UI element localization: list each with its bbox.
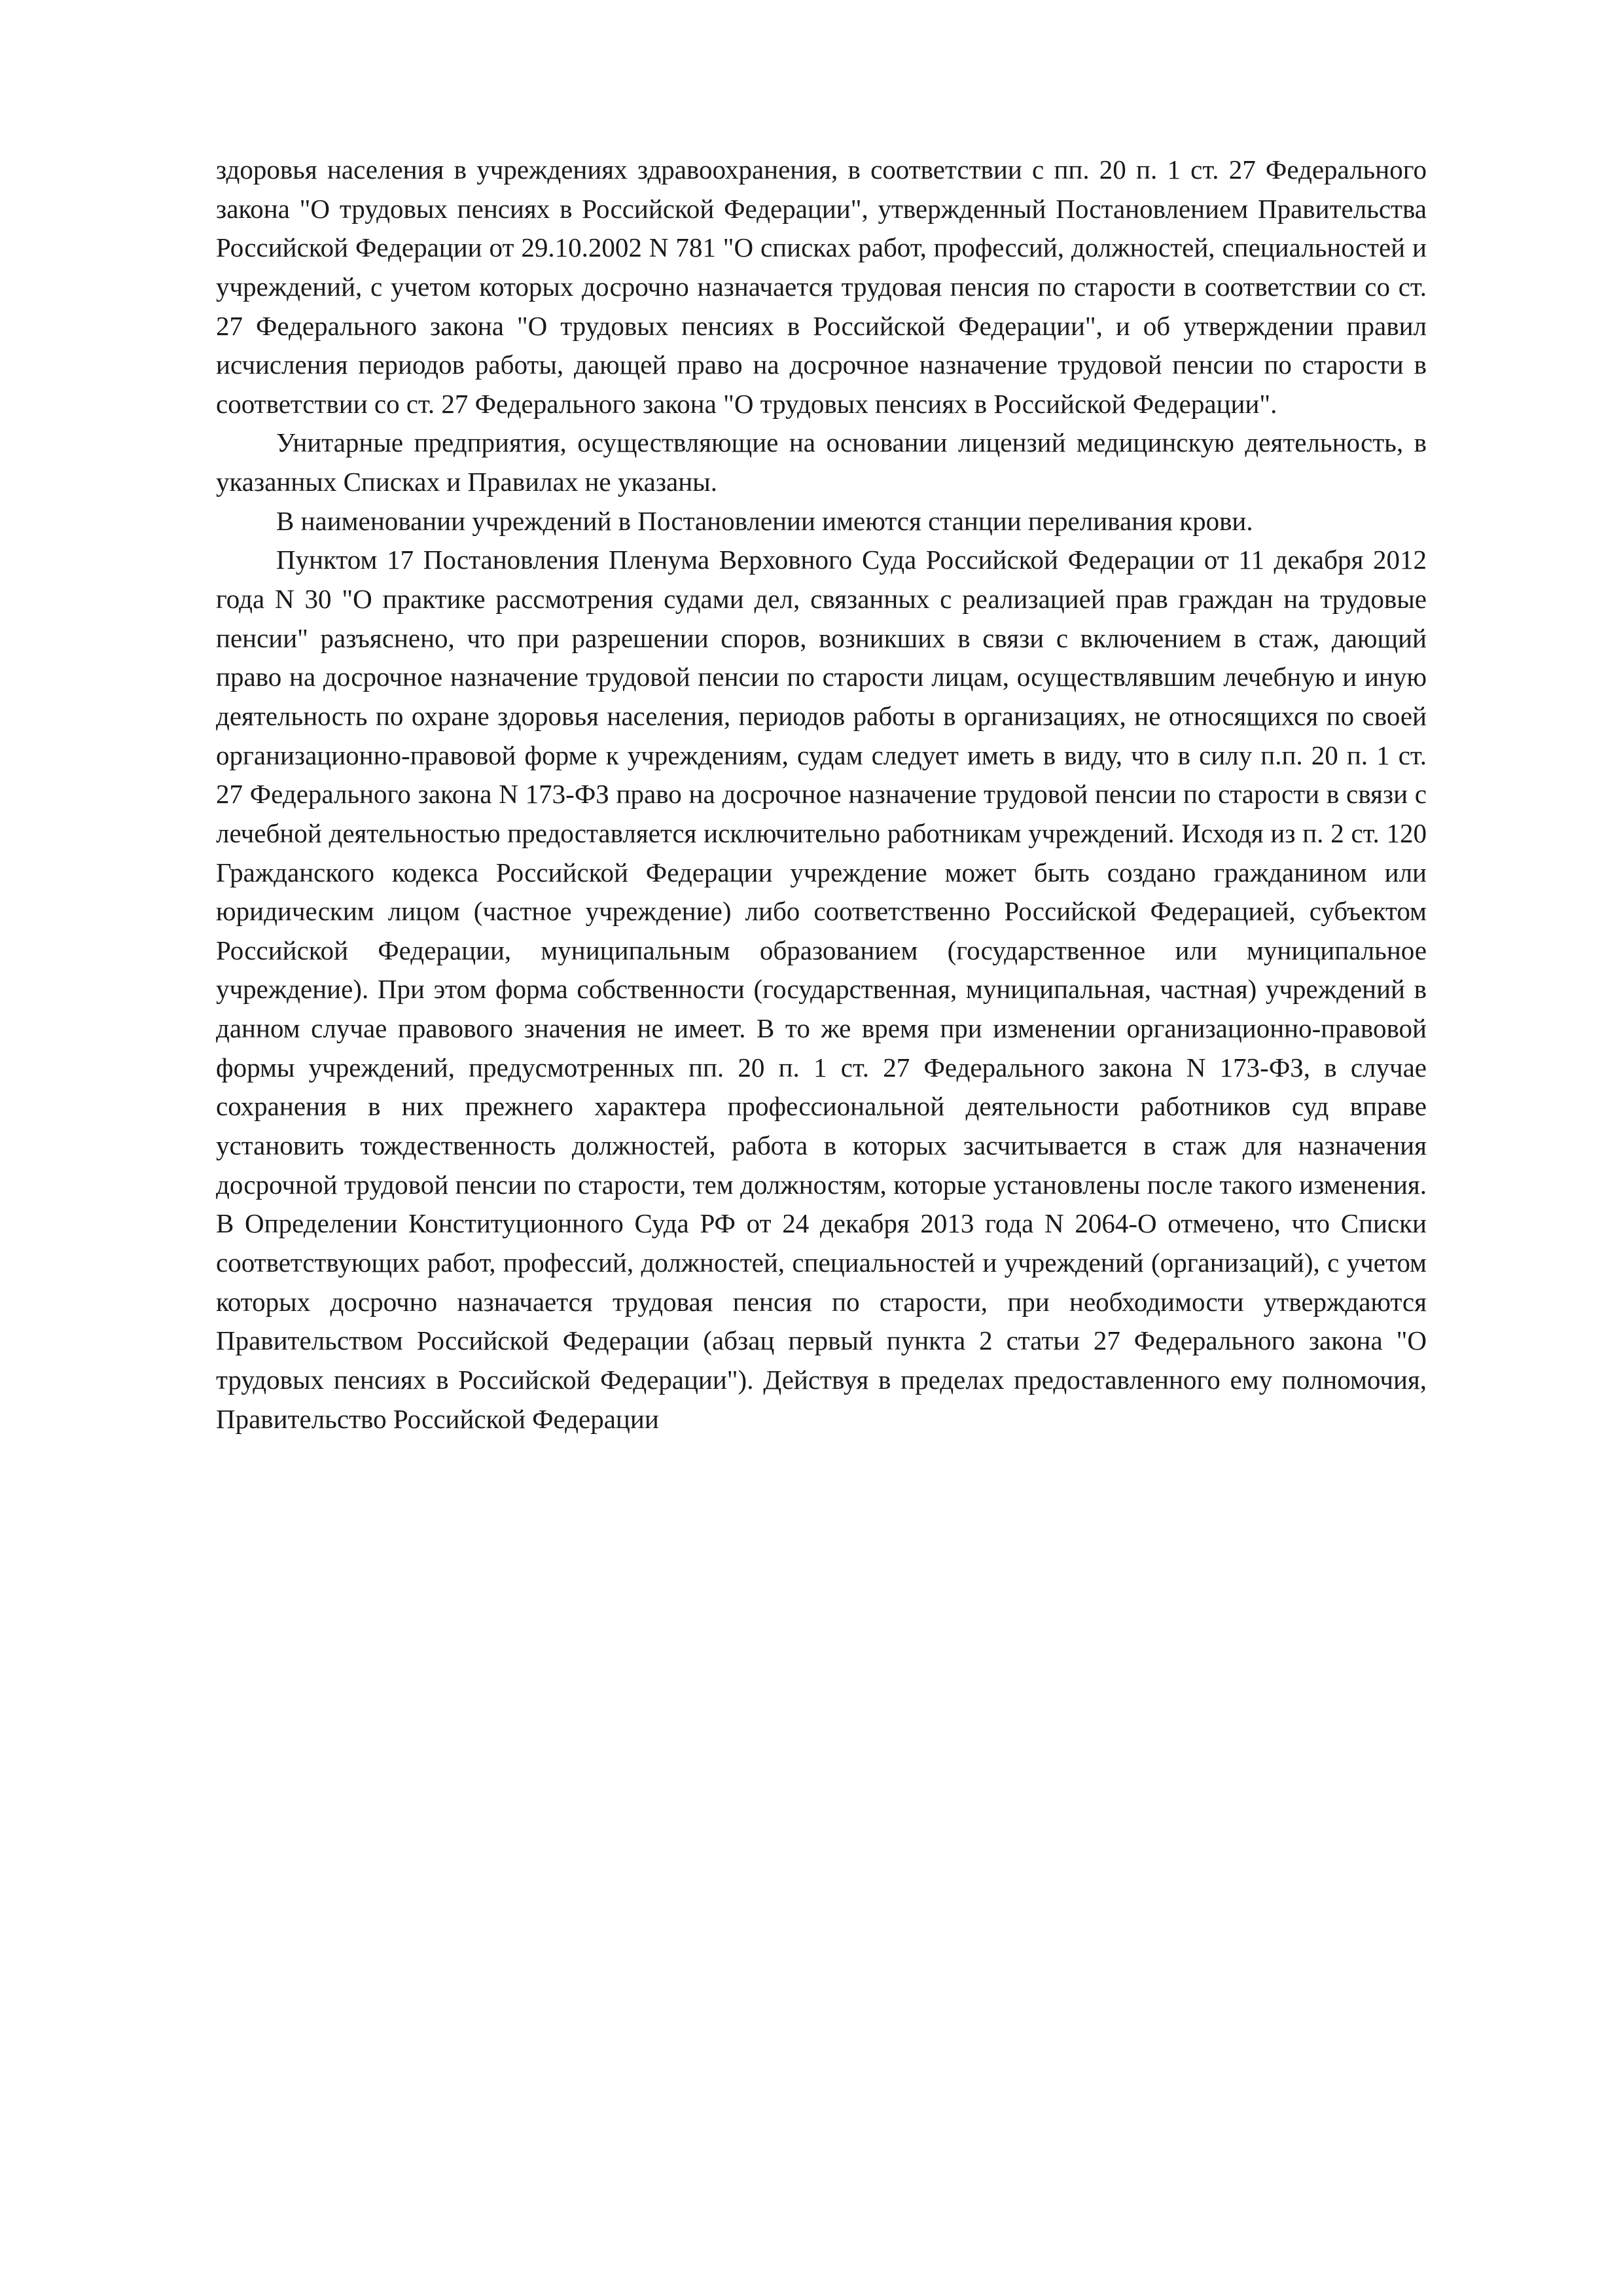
paragraph-supreme-court-plenum: Пунктом 17 Постановления Пленума Верховного Суда Российской Федерации от 11 декабря 2012 года N 30 "О практике рассмотрения судами дел, связанных с реализацией прав граждан на трудовые пенсии" разъяснено, что при разрешении споров, возникших в связи с включением в стаж, дающий право на досрочное назначение трудовой пенсии по старости лицам, осуществлявшим лечебную и иную деятельность по охране здоровья населения, периодов работы в организациях, не относящихся по своей организационно-правовой форме к учреждениям, судам следует иметь в виду, что в силу п.п. 20 п. 1 ст. 27 Федерального закона N 173-ФЗ право на досрочное назначение трудовой пенсии по старости в связи с лечебной деятельностью предоставляется исключительно работникам учреждений. Исходя из п. 2 ст. 120 Гражданского кодекса Российской Федерации учреждение может быть создано гражданином или юридическим лицом (частное учреждение) либо соответственно Российской Федерацией, субъектом Российской Федерации, муниципальным образованием (государственное или муниципальное учреждение). При этом форма собственности (государственная, муниципальная, частная) учреждений в данном случае правового значения не имеет. В то же время при изменении организационно-правовой формы учреждений, предусмотренных пп. 20 п. 1 ст. 27 Федерального закона N 173-ФЗ, в случае сохранения в них прежнего характера профессиональной деятельности работников суд вправе установить тождественность должностей, работа в которых засчитывается в стаж для назначения досрочной трудовой пенсии по старости, тем должностям, которые установлены после такого изменения. В Определении Конституционного Суда РФ от 24 декабря 2013 года N 2064-О отмечено, что Списки соответствующих работ, профессий, должностей, специальностей и учреждений (организаций), с учетом которых досрочно назначается трудовая пенсия по старости, при необходимости утверждаются Правительством Российской Федерации (абзац первый пункта 2 статьи 27 Федерального закона "О трудовых пенсиях в Российской Федерации"). Действуя в пределах предоставленного ему полномочия, Правительство Российской Федерации bbox=[216, 545, 1427, 1434]
paragraph-unitary-enterprises: Унитарные предприятия, осуществляющие на основании лицензий медицинскую деятельность, в указанных Списках и Правилах не указаны. bbox=[216, 427, 1427, 497]
paragraph-continuation: здоровья населения в учреждениях здравоохранения, в соответствии с пп. 20 п. 1 ст. 27 Федерального закона "О трудовых пенсиях в Российской Федерации", утвержденный Постановлением Правительства Российской Федерации от 29.10.2002 N 781 "О списках работ, профессий, должностей, специальностей и учреждений, с учетом которых досрочно назначается трудовая пенсия по старости в соответствии со ст. 27 Федерального закона "О трудовых пенсиях в Российской Федерации", и об утверждении правил исчисления периодов работы, дающей право на досрочное назначение трудовой пенсии по старости в соответствии со ст. 27 Федерального закона "О трудовых пенсиях в Российской Федерации". bbox=[216, 154, 1427, 419]
paragraph-blood-transfusion-stations: В наименовании учреждений в Постановлении имеются станции переливания крови. bbox=[276, 505, 1253, 536]
document-body bbox=[216, 151, 1427, 1439]
